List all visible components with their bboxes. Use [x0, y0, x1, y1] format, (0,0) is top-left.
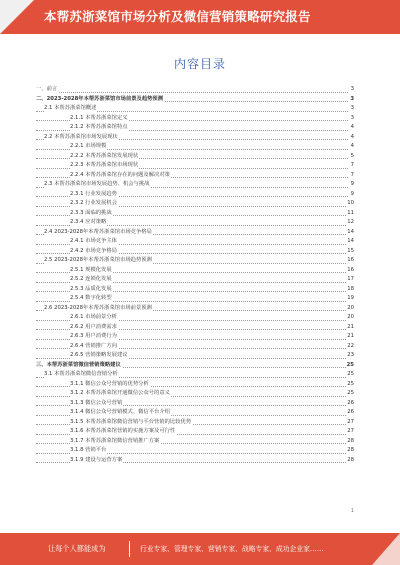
toc-entry-label: 2.6 2023-2028年本帮苏浙菜馆市场前景预测: [44, 304, 153, 314]
toc-entry-page: 4: [350, 142, 354, 152]
toc-entry-page: 3: [349, 95, 354, 105]
toc-entry[interactable]: [36, 418, 354, 428]
toc-entry[interactable]: [36, 180, 354, 190]
toc-entry[interactable]: [36, 237, 354, 247]
toc-entry-page: 10: [346, 199, 354, 209]
toc-entry-label: 2.4.1 市场竞争主体: [70, 237, 118, 247]
toc-entry-label: 2.6.1 市场前景分析: [70, 313, 118, 323]
toc-entry-page: 26: [346, 408, 354, 418]
toc-entry-page: 3: [350, 114, 354, 124]
toc-entry[interactable]: [36, 361, 354, 371]
toc-entry-label: 2.2.3 本帮苏浙菜馆市场现状: [70, 161, 139, 171]
toc-entry[interactable]: [36, 228, 354, 238]
toc-entry-page: 20: [346, 313, 354, 323]
toc-entry-label: 2.2.1 市场规模: [70, 142, 107, 152]
toc-entry-page: 7: [350, 171, 354, 181]
toc-entry-page: 9: [350, 180, 354, 190]
toc-entry-page: 15: [346, 247, 354, 257]
toc-leader-dots: [36, 92, 348, 93]
toc-entry-page: 23: [346, 351, 354, 361]
toc-entry-label: 二、2023-2028年本帮苏浙菜馆市场前景及趋势预测: [36, 95, 164, 105]
toc-entry[interactable]: [36, 247, 354, 257]
toc-entry-label: 2.2 本帮苏浙菜馆市场发展现状: [44, 133, 119, 143]
toc-entry-label: 2.6.4 营销推广方向: [70, 342, 118, 352]
toc-entry-label: 2.1 本帮苏浙菜馆概述: [44, 104, 97, 114]
table-of-contents: [36, 85, 354, 465]
toc-entry[interactable]: [36, 133, 354, 143]
toc-entry[interactable]: [36, 446, 354, 456]
toc-entry-page: 28: [346, 446, 354, 456]
toc-entry[interactable]: [36, 209, 354, 219]
toc-entry-label: 3.1.7 本帮苏浙菜馆微信营销推广方案: [70, 437, 160, 447]
toc-entry-label: 一、前言: [36, 85, 58, 95]
toc-entry-label: 2.5 2023-2028年本帮苏浙菜馆市场趋势预测: [44, 256, 153, 266]
toc-entry-label: 3.1.9 建设与运营方案: [70, 456, 123, 466]
toc-entry[interactable]: [36, 380, 354, 390]
toc-entry-page: 27: [346, 418, 354, 428]
toc-entry-page: 5: [350, 152, 354, 162]
toc-entry[interactable]: [36, 190, 354, 200]
toc-entry-label: 2.6.5 营销策略发展建议: [70, 351, 129, 361]
toc-entry-page: 11: [346, 209, 354, 219]
toc-entry[interactable]: [36, 370, 354, 380]
toc-entry-page: 14: [346, 237, 354, 247]
toc-heading: 内容目录: [173, 57, 226, 71]
toc-entry-label: 2.3.4 应对策略: [70, 218, 107, 228]
toc-entry-label: 3.1.3 微信公众号营销: [70, 399, 123, 409]
toc-entry[interactable]: [36, 152, 354, 162]
toc-entry-page: 28: [346, 437, 354, 447]
toc-entry-label: 2.2.2 本帮苏浙菜馆发展现状: [70, 152, 139, 162]
toc-entry-label: 2.5.1 规模化发展: [70, 266, 113, 276]
toc-entry-label: 2.2.4 本帮苏浙菜馆存在的问题及解决对策: [70, 171, 171, 181]
toc-entry-page: 25: [346, 370, 354, 380]
toc-entry[interactable]: [36, 142, 354, 152]
toc-entry[interactable]: [36, 323, 354, 333]
toc-entry[interactable]: [36, 437, 354, 447]
toc-entry-label: 3.1.5 本帮苏浙菜馆微信营销与平台营销的比较优势: [70, 418, 192, 428]
toc-entry-label: 2.4 2023-2028年本帮苏浙菜馆市场竞争格局: [44, 228, 153, 238]
footer-slogan-left: 让每个人都能成为: [48, 544, 106, 553]
toc-entry[interactable]: [36, 266, 354, 276]
footer-slogan-right: 行业专家、管理专家、营销专家、战略专家、成功企业家……: [140, 545, 324, 553]
toc-entry[interactable]: [36, 389, 354, 399]
toc-entry-page: 3: [350, 85, 354, 95]
toc-entry-page: 16: [346, 266, 354, 276]
toc-entry-label: 3.1.6 本帮苏浙菜馆营销的实施方案及可行性: [70, 427, 176, 437]
toc-entry-label: 2.3 本帮苏浙菜馆市场发展趋势、机会与挑战: [44, 180, 150, 190]
toc-entry[interactable]: [36, 456, 354, 466]
toc-entry[interactable]: [36, 123, 354, 133]
toc-entry[interactable]: [36, 104, 354, 114]
toc-entry[interactable]: [36, 275, 354, 285]
toc-entry-page: 17: [346, 275, 354, 285]
toc-entry-page: 26: [346, 399, 354, 409]
toc-entry[interactable]: [36, 351, 354, 361]
toc-entry-label: 3.1.1 微信公众号营销的优势分析: [70, 380, 150, 390]
toc-entry-page: 21: [346, 332, 354, 342]
toc-entry[interactable]: [36, 218, 354, 228]
toc-entry-label: 2.4.2 市场竞争格局: [70, 247, 118, 257]
toc-entry-page: 28: [346, 456, 354, 466]
toc-entry-page: 9: [350, 190, 354, 200]
toc-entry-label: 3.1.2 本帮苏浙菜馆开通微信公众号的意义: [70, 389, 171, 399]
toc-entry-label: 2.5.2 连锁化发展: [70, 275, 113, 285]
toc-entry-label: 2.5.3 品质化发展: [70, 285, 113, 295]
toc-entry-page: 22: [346, 342, 354, 352]
toc-entry-page: 20: [346, 304, 354, 314]
toc-entry[interactable]: [36, 285, 354, 295]
toc-entry[interactable]: [36, 332, 354, 342]
toc-entry-label: 三、本帮苏浙菜馆微信营销策略建议: [36, 361, 122, 371]
toc-entry-label: 3.1.4 微信公众号营销模式、微信平台介绍: [70, 408, 171, 418]
toc-entry[interactable]: [36, 399, 354, 409]
toc-entry[interactable]: [36, 408, 354, 418]
page-number: 1: [350, 508, 354, 514]
header-corner-decoration: [0, 0, 34, 34]
toc-entry-label: 2.3.2 行业发展机会: [70, 199, 118, 209]
toc-entry[interactable]: [36, 199, 354, 209]
toc-entry-label: 2.6.2 用户消费需求: [70, 323, 118, 333]
toc-entry-page: 14: [346, 228, 354, 238]
toc-entry-label: 2.1.2 本帮苏浙菜馆特点: [70, 123, 129, 133]
toc-entry[interactable]: [36, 427, 354, 437]
toc-entry-page: 3: [350, 104, 354, 114]
toc-entry[interactable]: [36, 85, 354, 95]
toc-entry-page: 25: [346, 361, 354, 371]
toc-entry-page: 18: [346, 285, 354, 295]
toc-entry[interactable]: [36, 342, 354, 352]
toc-entry-label: 2.1.1 本帮苏浙菜馆定义: [70, 114, 129, 124]
toc-entry-page: 25: [346, 380, 354, 390]
toc-entry-page: 4: [350, 123, 354, 133]
report-title: 本帮苏浙菜馆市场分析及微信营销策略研究报告: [44, 9, 311, 24]
toc-entry[interactable]: [36, 114, 354, 124]
toc-entry[interactable]: [36, 313, 354, 323]
toc-entry-page: 27: [346, 427, 354, 437]
toc-entry-page: 4: [350, 133, 354, 143]
toc-entry-page: 19: [346, 294, 354, 304]
toc-entry-page: 12: [346, 218, 354, 228]
toc-entry-page: 7: [350, 161, 354, 171]
toc-entry-page: 16: [346, 256, 354, 266]
header-bar: [0, 0, 400, 34]
toc-entry[interactable]: [36, 294, 354, 304]
toc-entry[interactable]: [36, 256, 354, 266]
footer-divider: [129, 541, 130, 557]
toc-entry-page: 21: [346, 323, 354, 333]
toc-entry-page: 25: [346, 389, 354, 399]
toc-entry[interactable]: [36, 171, 354, 181]
footer-bar: [0, 533, 400, 565]
toc-entry-label: 3.1.8 营销平台: [70, 446, 107, 456]
toc-entry-label: 3.1 本帮苏浙菜馆微信营销分析: [44, 370, 119, 380]
toc-entry-label: 2.5.4 数字化转型: [70, 294, 113, 304]
toc-entry-label: 2.3.3 面临的挑战: [70, 209, 113, 219]
toc-entry[interactable]: [36, 304, 354, 314]
toc-entry[interactable]: [36, 95, 354, 105]
toc-entry-label: 2.6.3 用户消费行为: [70, 332, 118, 342]
page-curl-decoration: [372, 533, 400, 565]
toc-entry[interactable]: [36, 161, 354, 171]
toc-entry-label: 2.3.1 行业发展趋势: [70, 190, 118, 200]
